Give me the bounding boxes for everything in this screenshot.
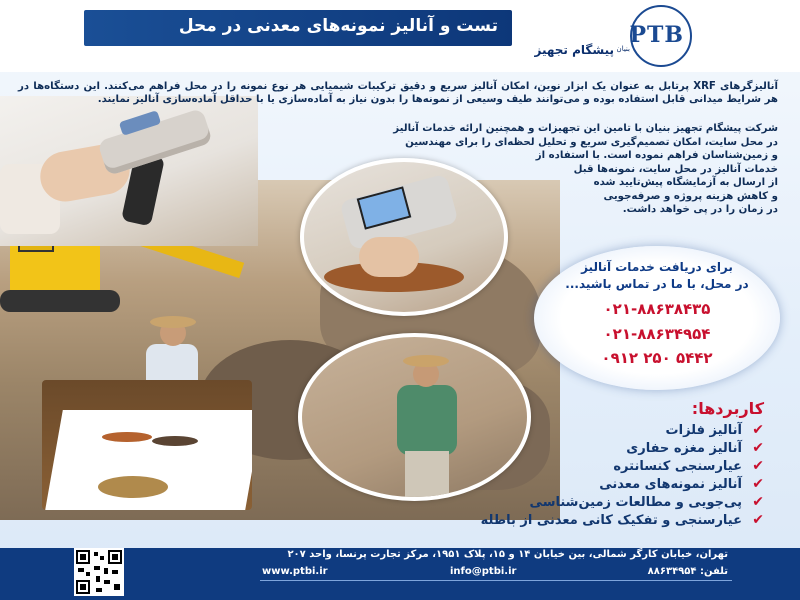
mobile-number[interactable]: ۰۹۱۲ ۲۵۰ ۵۴۴۲ [601,349,713,367]
address: تهران، خیابان کارگر شمالی، بین خیابان ۱۴ و ۱۵، پلاک ۱۹۵۱، مرکز تجارت پرنسا، واحد ۲۰۷ [287,549,728,560]
sample-pile [98,476,168,498]
phone-number[interactable]: ۰۲۱-۸۸۶۳۸۴۳۵ [603,300,711,318]
figure-hat [150,316,196,328]
sample-pile [102,432,152,442]
list-item [434,494,764,512]
sample-pile [152,436,198,446]
hand-shape [359,237,419,277]
list-item-label: عیارسنجی و تفکیک کانی معدنی از باطله [480,513,742,528]
intro-line: خدمات آنالیز در محل سایت، نمونه‌ها قبل [573,163,778,175]
list-item [434,422,764,440]
qr-code-icon[interactable] [74,548,124,596]
list-item-label: پی‌جویی و مطالعات زمین‌شناسی [529,495,742,510]
list-item-label: آنالیز فلزات [665,423,742,438]
intro-line: و زمین‌شناسان فراهم نموده است. با استفاده از [535,150,778,161]
telephone[interactable]: تلفن: ۸۸۶۳۴۹۵۴ [647,566,728,577]
contact-box [534,246,780,390]
logo-subtitle: بنیان [616,45,630,53]
title-banner [84,10,512,46]
list-item-label: آنالیز مغزه حفاری [626,441,742,456]
list-item [434,440,764,458]
logo-name: پیشگام تجهیز [534,43,614,57]
intro-line: و کاهش هزینه پروژه و صرفه‌جویی [603,190,778,202]
check-icon: ✔ [752,422,764,438]
check-icon: ✔ [752,476,764,492]
xrf-analyzer-photo [0,96,258,246]
intro-line: در زمان را در پی خواهد داشت. [622,204,778,215]
page-title: تست و آنالیز نمونه‌های معدنی در محل [178,16,498,36]
check-icon: ✔ [752,512,764,528]
applications-title: کاربردها: [691,399,764,418]
figure-hat [403,355,449,367]
intro-paragraph: آنالیزگرهای XRF پرتابل به عنوان یک ابزار نوین، امکان آنالیز سریع و دقیق ترکیبات شیمیایی هر نوع نمونه را در محل فراهم می‌کنند. این دستگاه‌ها در هر شرایط میدانی قابل استفاده بوده و می‌توانند طیف وسیعی از نمونه‌ها را بدون نیاز به آماده‌سازی یا با حداقل آماده‌سازی آنالیز نمایند. [18,81,779,106]
intro-line: شرکت پیشگام تجهیز بنیان با تامین این تجهیزات و همچنین ارائه خدمات آنالیز [393,123,778,134]
list-item [434,512,764,530]
applications-list [434,422,764,530]
check-icon: ✔ [752,440,764,456]
excavator-track [0,290,120,312]
company-logo [525,3,780,69]
list-item [434,476,764,494]
intro-line: در محل سایت، امکان تصمیم‌گیری سریع و تحلیل لحظه‌ای را برای مهندسین [405,136,778,148]
contact-subheading: در محل، با ما در تماس باشید... [565,277,749,291]
header [0,0,800,72]
check-icon: ✔ [752,458,764,474]
list-item-label: عیارسنجی کنسانتره [613,459,742,474]
contact-heading: برای دریافت خدمات آنالیز [581,260,733,274]
phone-number[interactable]: ۰۲۱-۸۸۶۳۴۹۵۴ [603,325,711,343]
website-link[interactable]: www.ptbi.ir [262,566,328,577]
email-link[interactable]: info@ptbi.ir [450,566,517,577]
samples-tray-photo [42,380,252,510]
footer-divider [260,580,732,581]
list-item [434,458,764,476]
intro-line: از ارسال به آزمایشگاه پیش‌تایید شده [593,177,778,188]
list-item-label: آنالیز نمونه‌های معدنی [599,477,742,492]
intro-paragraph-2 [308,122,778,217]
logo-letters: PTB [629,22,684,48]
check-icon: ✔ [752,494,764,510]
